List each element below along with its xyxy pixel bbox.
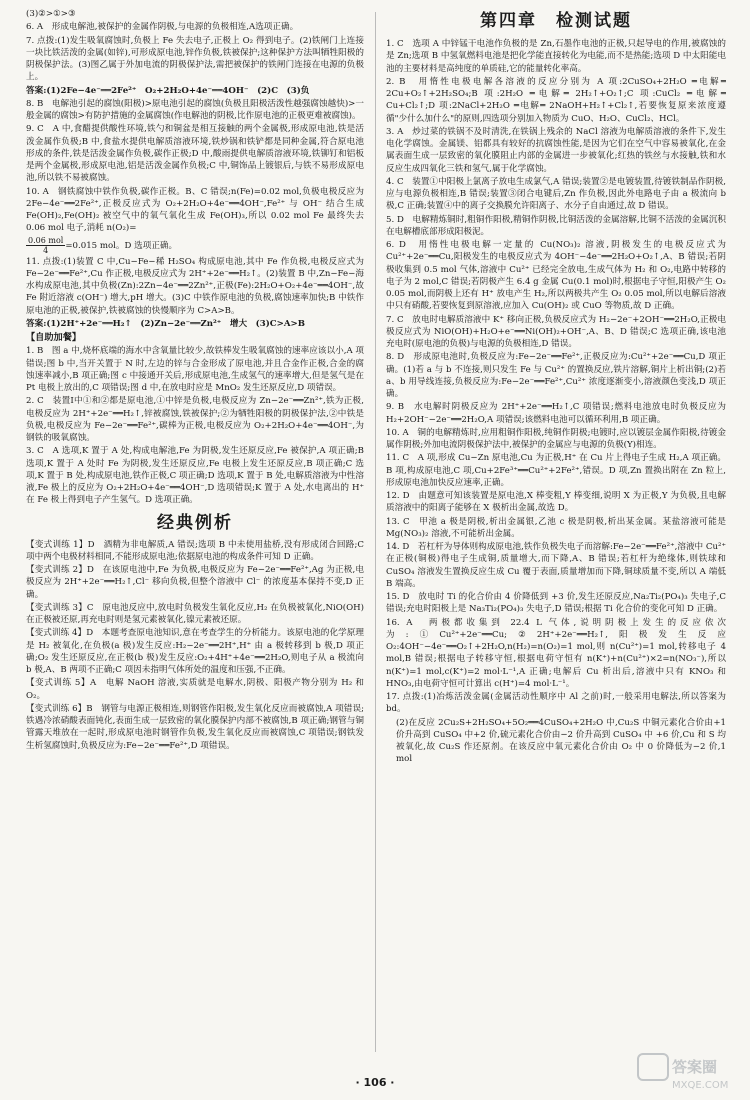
fraction-numerator: 0.06 mol bbox=[28, 235, 64, 245]
solution-paragraph: 4. C 装置①中阳极上氯离子放电生成氯气,A 错误;装置②是电镀装置,待镀铁制品作阴极,应与电源负极相连,B 错误;装置③闭合电键后,Zn 作负极,因此外电路电子由 a 极流向 b 极,C 正确;装置④中的离子交换膜允许阳离子、水分子自由通过,故 D 错误。 bbox=[386, 176, 726, 212]
solution-paragraph: 8. D 形成原电池时,负极反应为:Fe−2e⁻══Fe²⁺,正极反应为:Cu²⁺+2e⁻══Cu,D 项正确。(1)若 a 与 b 不连接,则只发生 Fe 与 Cu²⁺ 的置换反应,铁片溶解,铜片上析出铜;(2)若 a、b 用导线连接,负极反应为:Fe−2e⁻══Fe²⁺,Cu²⁺ 浓度逐渐变小,溶液颜色变浅,D 项正确。 bbox=[386, 352, 726, 399]
solution-paragraph: 11. 点拨:(1)装置 C 中,Cu−Fe−稀 H₂SO₄ 构成原电池,其中 Fe 作负极,电极反应式为 Fe−2e⁻══Fe²⁺,Cu 作正极,电极反应式为 2H⁺+2e⁻══H₂↑。(2)装置 B 中,Zn−Fe−海水构成原电池,其中负极(Zn):2Zn−4e⁻══2Zn²⁺,正极(Fe):2H₂O+O₂+4e⁻══4OH⁻,故 Fe 附近溶液 c(OH⁻) 增大,pH 增大。(3)C 中铁作原电池的负极,腐蚀速率加快;B 中铁作原电池的正极,被保护,铁被腐蚀的快慢顺序为 C>A>B。 bbox=[26, 256, 364, 316]
solution-paragraph: 7. C 放电时电解质溶液中 K⁺ 移向正极,负极反应式为 H₂−2e⁻+2OH⁻══2H₂O,正极电极反应式为 NiO(OH)+H₂O+e⁻══Ni(OH)₂+OH⁻,A、B、D 错误;C 选项正确,该电池充电时(原电池的负极)与电源的负极相连,D 错误。 bbox=[386, 314, 726, 349]
page-number: · 106 · bbox=[355, 1076, 395, 1089]
watermark-logo-icon bbox=[636, 1050, 736, 1094]
section-title: 经典例析 bbox=[157, 512, 233, 533]
solution-paragraph: 【变式训练 1】D 酒精为非电解质,A 错误;选项 B 中未使用盐桥,没有形成闭合回路;C 项中两个电极材料相同,不能形成原电池;依据原电池的构成条件可知 D 正确。 bbox=[26, 539, 364, 562]
solution-paragraph: 【变式训练 4】D 本题考查原电池知识,意在考查学生的分析能力。该原电池的化学原理是 H₂ 被氧化,在负极(a 极)发生反应:H₂−2e⁻══2H⁺,H⁺ 由 a 极转移到 b 极,D 项正确;O₂ 发生还原反应,在正极(b 极)发生反应:O₂+4H⁺+4e⁻══2H₂O,则电子从 a 极流向 b 极,A、B 两项不正确;C 项因未指明气体所处的温度和压强,不正确。 bbox=[26, 628, 364, 675]
solution-paragraph: 【变式训练 6】B 钢管与电源正极相连,则钢管作阳极,发生氧化反应而被腐蚀,A 项错误;铁遇冷浓硝酸表面钝化,表面生成一层致密的氧化膜保护内部不被腐蚀,B 项正确;钢管与铜管露天堆放在一起时,形成原电池时钢管作负极,发生氧化反应而被腐蚀,C 项错误;钢铁发生析氢腐蚀时,负极反应为:Fe−2e⁻══Fe²⁺,D 项错误。 bbox=[26, 703, 364, 751]
solution-paragraph: 13. C 甲池 a 极是阴极,析出金属银,乙池 c 极是阴极,析出某金属。某盐溶液可能是 Mg(NO₃)₂ 溶液,不可能析出金属。 bbox=[386, 516, 726, 539]
svg-text:MXQE.COM: MXQE.COM bbox=[672, 1080, 729, 1091]
subsection-heading: 【自助加餐】 bbox=[26, 332, 82, 343]
solution-paragraph: 5. D 电解精炼铜时,粗铜作阳极,精铜作阴极,比铜活泼的金属溶解,比铜不活泼的金属沉积在电解槽底部形成阳极泥。 bbox=[386, 214, 726, 237]
solution-paragraph: 7. 点拨:(1)发生吸氧腐蚀时,负极上 Fe 失去电子,正极上 O₂ 得到电子。(2)铁闸门上连接一块比铁活泼的金属(如锌),可形成原电池,锌作负极,铁被保护;这种保护方法叫牺牲阳极的阴极保护法。(3)图乙属于外加电流的阴极保护法,需把被保护的铁闸门连接在电源的负极上。 bbox=[26, 35, 364, 83]
solution-paragraph: 14. D 若杠杆为导体则构成原电池,铁作负极失电子而溶解:Fe−2e⁻══Fe²⁺,溶液中 Cu²⁺ 在正极(铜极)得电子生成铜,质量增大,而下降,A、B 错误;若杠杆为绝缘体,则铁球和 CuSO₄ 溶液发生置换反应生成 Cu 覆于表面,质量增加而下降,铜球质量不变,所以 A 端低 B 端高。 bbox=[386, 542, 726, 589]
fraction-denominator: 4 bbox=[43, 245, 49, 255]
solution-paragraph: 2. C 装置Ⅰ中①和②都是原电池,①中锌是负极,电极反应为 Zn−2e⁻══Zn²⁺,铁为正极,电极反应为 2H⁺+2e⁻══H₂↑,锌被腐蚀,铁被保护;②为牺牲阳极的阴极保护法,②中铁是负极,电极反应为 Fe−2e⁻══Fe²⁺,碳棒为正极,电极反应为 O₂+2H₂O+4e⁻══4OH⁻,为钢铁的吸氧腐蚀。 bbox=[26, 396, 364, 443]
solution-paragraph: 3. A 炒过菜的铁锅不及时清洗,在铁锅上残余的 NaCl 溶液为电解质溶液的条件下,发生电化学腐蚀。金属镁、铝都具有较好的抗腐蚀性能,是因为它们在空气中容易被氧化,在金属表面生成一层致密的氧化膜阻止内部的金属进一步被氧化;红热的铁丝与水接触,铁和水反应生成四氧化三铁和氢气,属于化学腐蚀。 bbox=[386, 126, 726, 174]
solution-paragraph: 1. B 图 a 中,烧杯底端的海水中含氧量比较少,故铁棒发生吸氧腐蚀的速率应该以小,A 项错误;图 b 中,当开关置于 N 时,左边的锌与合金形成了原电池,并且合金作正极,合金的腐蚀速率减小,B 项正确;图 c 中接通开关后,形成原电池,生成氢气的速率增大,但是氢气是在 Pt 电极上放出的,C 项错误;图 d 中,在放电时应是 MnO₂ 发生还原反应,D 项错误。 bbox=[26, 346, 364, 393]
watermark-logo bbox=[636, 1050, 736, 1094]
answer-line: 答案:(1)2Fe−4e⁻══2Fe²⁺ O₂+2H₂O+4e⁻══4OH⁻ (2)C (3)负 bbox=[26, 85, 310, 96]
solution-paragraph: 9. B 水电解时阴极反应为 2H⁺+2e⁻══H₂↑,C 项错误;燃料电池放电时负极反应为 H₂+2OH⁻−2e⁻══2H₂O,A 项错误;该燃料电池可以循环利用,B 项正确。 bbox=[386, 402, 726, 425]
solution-paragraph: (2)在反应 2Cu₂S+2H₂SO₄+5O₂══4CuSO₄+2H₂O 中,Cu₂S 中铜元素化合价由+1 价升高到 CuSO₄ 中+2 价,硫元素化合价由−2 价升高到 CuSO₄ 中 +6 价,Cu 和 S 均被氧化,故 Cu₂S 作还原剂。在该反应中氧元素化合价由 O₂ 中 0 价降低为−2 价,1 mol bbox=[396, 717, 726, 765]
left-column bbox=[26, 8, 364, 1063]
solution-paragraph: 6. D 用惰性电极电解一定量的 Cu(NO₃)₂ 溶液,阴极发生的电极反应式为 Cu²⁺+2e⁻══Cu,阳极发生的电极反应式为 4OH⁻−4e⁻══2H₂O+O₂↑,A、B 错误;若阴极收集到 0.5 mol 气体,溶液中 Cu²⁺ 已经完全放电,生成气体为 H₂ 和 O₂,电路中转移的电子为 2 mol,C 错误;若阴极产生 6.4 g 金属 Cu(0.1 mol)时,根据电子守恒,阳极产生 O₂ 0.05 mol,而阴极上还有 H⁺ 放电产生 H₂,所以两极共产生 O₂ 0.05 mol,所以电解后溶液中只有硝酸,若要恢复到原溶液,应加入 Cu(OH)₂ 或 CuO 等物质,故 D 正确。 bbox=[386, 240, 726, 312]
solution-paragraph: 16. A 两极都收集到 22.4 L 气体,说明阴极上发生的反应依次为:①Cu²⁺+2e⁻══Cu;②2H⁺+2e⁻══H₂↑,阳极发生反应 O₂:4OH⁻−4e⁻══O₂↑+2H₂O,n(H₂)=n(O₂)=1 mol,则 n(Cu²⁺)=1 mol,转移电子 4 mol,B 错误;根据电子转移守恒,根据电荷守恒有 n(K⁺)+n(Cu²⁺)×2=n(NO₃⁻),所以 n(K⁺)=1 mol,c(K⁺)=2 mol·L⁻¹,A 正确;电解后 Cu 析出后,溶液中只有 KNO₃ 和 HNO₃,由电荷守恒可计算出 c(H⁺)=4 mol·L⁻¹。 bbox=[386, 617, 726, 689]
solution-paragraph: 3. C A 选项,K 置于 A 处,构成电解池,Fe 为阴极,发生还原反应,Fe 被保护,A 项正确;B 选项,K 置于 A 处时 Fe 为阴极,发生还原反应,Fe 电极上发生还原反应,B 项正确;C 选项,K 置于 B 处,构成原电池,铁作正极,C 项正确;D 选项,K 置于 B 处,电解质溶液为中性溶液,Fe 极上的反应为 O₂+2H₂O+4e⁻══4OH⁻,D 选项错误;K 置于 A 处,水电离出的 H⁺ 在 Fe 极上得到电子产生氢气。D 选项正确。 bbox=[26, 446, 364, 506]
solution-paragraph: 17. 点拨:(1)冶炼活泼金属(金属活动性顺序中 Al 之前)时,一般采用电解法,所以答案为 bd。 bbox=[386, 692, 726, 715]
solution-paragraph: 1. C 选项 A 中锌锰干电池作负极的是 Zn,石墨作电池的正极,只起导电的作用,被腐蚀的是 Zn;选项 B 中氢氧燃料电池是把化学能直接转化为电能,而不是热能;选项 D 中太阳能电池的主要材料是高纯度的单质硅,它的能量转化率高。 bbox=[386, 39, 726, 74]
text-run: =0.015 mol。D 选项正确。 bbox=[65, 240, 178, 251]
solution-paragraph: 【变式训练 5】A 电解 NaOH 溶液,实质就是电解水,阴极、阳极产物分别为 H₂ 和 O₂。 bbox=[26, 678, 364, 701]
fraction bbox=[26, 236, 65, 255]
right-column bbox=[386, 8, 726, 1063]
solution-paragraph: 2. B 用惰性电极电解各溶液的反应分别为 A 项:2CuSO₄+2H₂O ═电解═ 2Cu+O₂↑+2H₂SO₄;B 项:2H₂O ═电解═ 2H₂↑+O₂↑;C 项:CuCl₂ ═电解═ Cu+Cl₂↑;D 项:2NaCl+2H₂O ═电解═ 2NaOH+H₂↑+Cl₂↑,若要恢复原来浓度遵循"少什么加什么"的原则,四选项分别加入物质为 CuO、H₂O、CuCl₂、HCl。 bbox=[386, 76, 726, 124]
solution-paragraph: 10. A 钢铁腐蚀中铁作负极,碳作正极。B、C 错误;n(Fe)=0.02 mol,负极电极反应为 2Fe−4e⁻══2Fe²⁺,正极反应式为 O₂+2H₂O+4e⁻══4OH⁻,Fe²⁺ 与 OH⁻ 结合生成 Fe(OH)₂,Fe(OH)₂ 被空气中的氧气氧化生成 Fe(OH)₃,所以 0.02 mol Fe 最终失去 0.06 mol 电子,消耗 n(O₂)= bbox=[26, 186, 364, 234]
solution-paragraph: 9. C A 中,食醋提供酸性环境,铁勺和铜盆是相互接触的两个金属极,形成原电池,铁是活泼金属作负极;B 中,食盐水提供电解质溶液环境,铁炒锅和铁铲都是同种金属,符合原电池形成的条件,铁是活泼金属作负极,碳作正极;D 中,酸雨提供电解质溶液环境,铁铆钉和铝板是两个金属极,形成原电池,铝是活泼金属作负极;C 中,铜饰品上镀银后,与铁不易形成原电池,所以铁不易被腐蚀。 bbox=[26, 124, 364, 184]
solution-paragraph: 【变式训练 2】D 在该原电池中,Fe 为负极,电极反应为 Fe−2e⁻══Fe²⁺,Ag 为正极,电极反应为 2H⁺+2e⁻══H₂↑,Cl⁻ 移向负极,但整个溶液中 Cl⁻ 的浓度基本保持不变,D 正确。 bbox=[26, 565, 364, 600]
chapter-title: 第四章 检测试题 bbox=[480, 11, 632, 31]
solution-paragraph: 11. C A 项,形成 Cu−Zn 原电池,Cu 为正极,H⁺ 在 Cu 片上得电子生成 H₂,A 项正确。B 项,构成原电池,C 项,Cu+2Fe³⁺══Cu²⁺+2Fe²⁺,错误。D 项,Zn 置换出附在 Zn 粒上,形成原电池加快反应速率,正确。 bbox=[386, 453, 726, 488]
svg-text:答案圈: 答案圈 bbox=[672, 1058, 718, 1076]
solution-paragraph: 6. A 形成电解池,被保护的金属作阴极,与电源的负极相连,A选项正确。 bbox=[26, 22, 299, 33]
solution-paragraph: (3)②>①>③ bbox=[26, 9, 76, 19]
column-divider bbox=[375, 12, 376, 1052]
answer-line: 答案:(1)2H⁺+2e⁻══H₂↑ (2)Zn−2e⁻══Zn²⁺ 增大 (3)C>A>B bbox=[26, 318, 305, 329]
solution-paragraph: 10. A 铜的电解精炼时,应用粗铜作阳极,纯铜作阴极;电镀时,应以镀层金属作阳极,待镀金属作阴极;外加电流阴极保护法中,被保护的金属应与电源的负极(Y)相连。 bbox=[386, 427, 726, 450]
solution-paragraph: 8. B 电解池引起的腐蚀(阳极)>原电池引起的腐蚀(负极且阳极活泼性越强腐蚀越快)>一般金属的腐蚀>有防护措施的金属腐蚀(作电解池的阴极,比作原电池的正极更难被腐蚀)。 bbox=[26, 98, 364, 121]
solution-paragraph: 12. D 由题意可知该装置是原电池,X 棒变粗,Y 棒变细,说明 X 为正极,Y 为负极,且电解质溶液中的阳离子能够在 X 极析出金属,故选 D。 bbox=[386, 491, 726, 514]
solution-paragraph bbox=[26, 236, 364, 255]
solution-paragraph: 15. D 放电时 Ti 的化合价由 4 价降低到 +3 价,发生还原反应,Na₂Ti₂(PO₄)₃ 失电子,C 错误;充电时阳极上是 Na₃Ti₂(PO₄)₃ 失电子,D 错误;根据 Ti 化合价的变化可知 D 正确。 bbox=[386, 592, 726, 615]
solution-paragraph: 【变式训练 3】C 原电池反应中,放电时负极发生氧化反应,H₂ 在负极被氧化,NiO(OH) 在正极被还原,再充电时则是氢元素被氧化,镍元素被还原。 bbox=[26, 602, 364, 625]
